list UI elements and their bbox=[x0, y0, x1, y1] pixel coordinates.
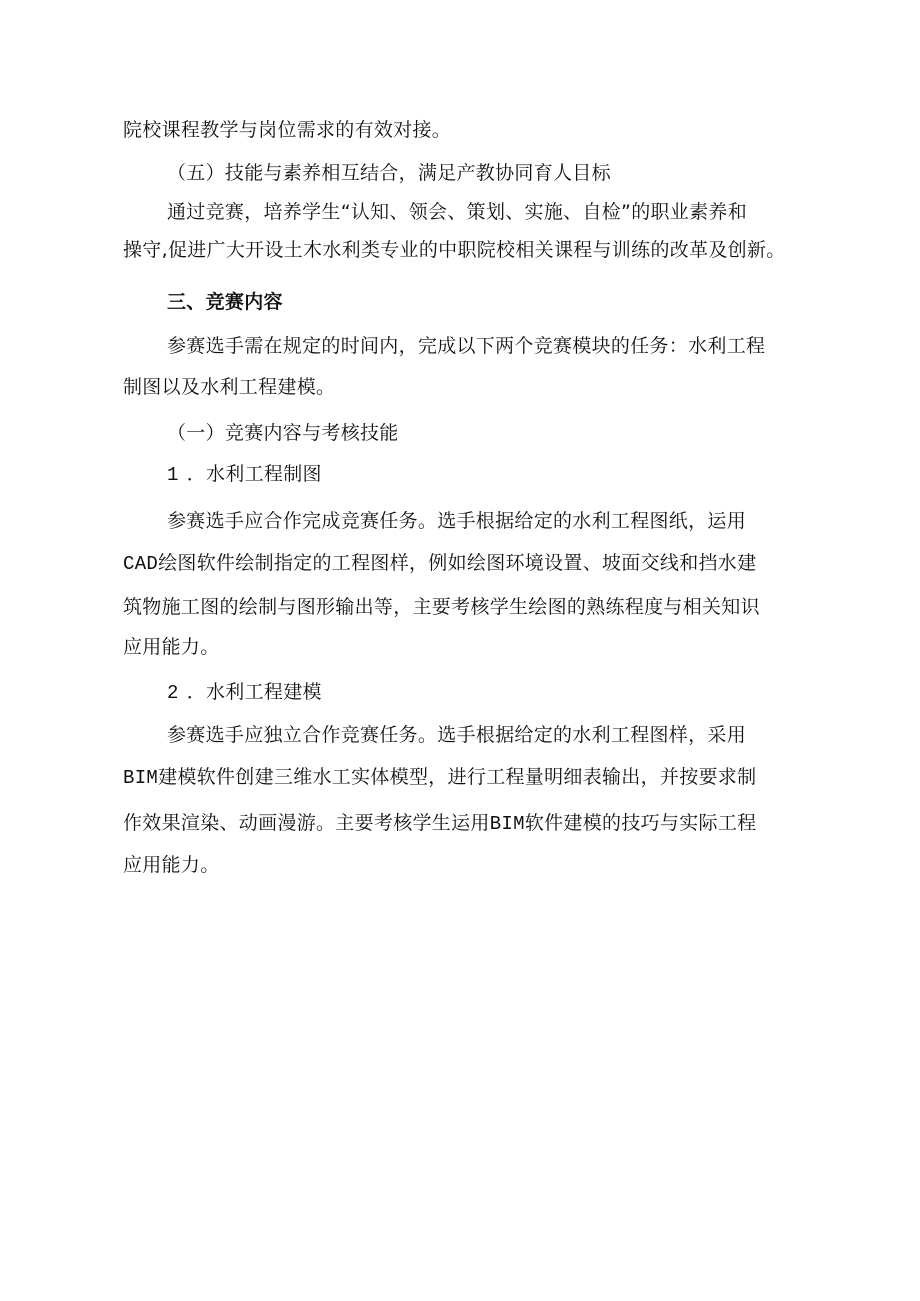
paragraph-line: 操守,促进广大开设土木水利类专业的中职院校相关课程与训练的改革及创新。 bbox=[123, 239, 786, 261]
term-bim: BIM bbox=[123, 767, 159, 789]
item-number: 1 bbox=[167, 464, 179, 486]
line-text: 作效果渲染、动画漫游。主要考核学生运用 bbox=[123, 812, 490, 834]
term-bim: BIM bbox=[489, 813, 525, 835]
paragraph-line: 制图以及水利工程建模。 bbox=[123, 376, 336, 398]
line-text: 软件建模的技巧与实际工程 bbox=[524, 812, 757, 834]
paragraph-line: 参赛选手应独立合作竞赛任务。选手根据给定的水利工程图样，采用 bbox=[167, 724, 747, 746]
paragraph-line: 参赛选手应合作完成竞赛任务。选手根据给定的水利工程图纸，运用 bbox=[167, 510, 747, 532]
paragraph-line: 筑物施工图的绘制与图形输出等，主要考核学生绘图的熟练程度与相关知识 bbox=[123, 596, 760, 618]
paragraph-line: 通过竞赛，培养学生“认知、领会、策划、实施、自检”的职业素养和 bbox=[167, 201, 747, 223]
item-heading-2 bbox=[167, 679, 322, 706]
line-text: 绘图软件绘制指定的工程图样，例如绘图环境设置、坡面交线和挡水建 bbox=[158, 552, 757, 574]
item-title: ．水利工程制图 bbox=[186, 463, 322, 485]
paragraph-line bbox=[123, 764, 756, 791]
paragraph-line: 应用能力。 bbox=[123, 854, 220, 876]
section-heading: 三、竞赛内容 bbox=[167, 291, 283, 313]
paragraph-line: 应用能力。 bbox=[123, 636, 220, 658]
paragraph-line: 参赛选手需在规定的时间内，完成以下两个竞赛模块的任务：水利工程 bbox=[167, 335, 766, 357]
line-text: 建模软件创建三维水工实体模型，进行工程量明细表输出，并按要求制 bbox=[158, 766, 757, 788]
paragraph-line: 院校课程教学与岗位需求的有效对接。 bbox=[123, 119, 452, 141]
paragraph-line bbox=[123, 810, 756, 837]
term-cad: CAD bbox=[123, 553, 159, 575]
item-number: 2 bbox=[167, 682, 179, 704]
item-title: ．水利工程建模 bbox=[186, 681, 322, 703]
subheading-five: （五）技能与素养相互结合，满足产教协同育人目标 bbox=[167, 162, 611, 184]
paragraph-line bbox=[123, 550, 756, 577]
subheading-one: （一）竞赛内容与考核技能 bbox=[167, 422, 399, 444]
item-heading-1 bbox=[167, 461, 322, 488]
